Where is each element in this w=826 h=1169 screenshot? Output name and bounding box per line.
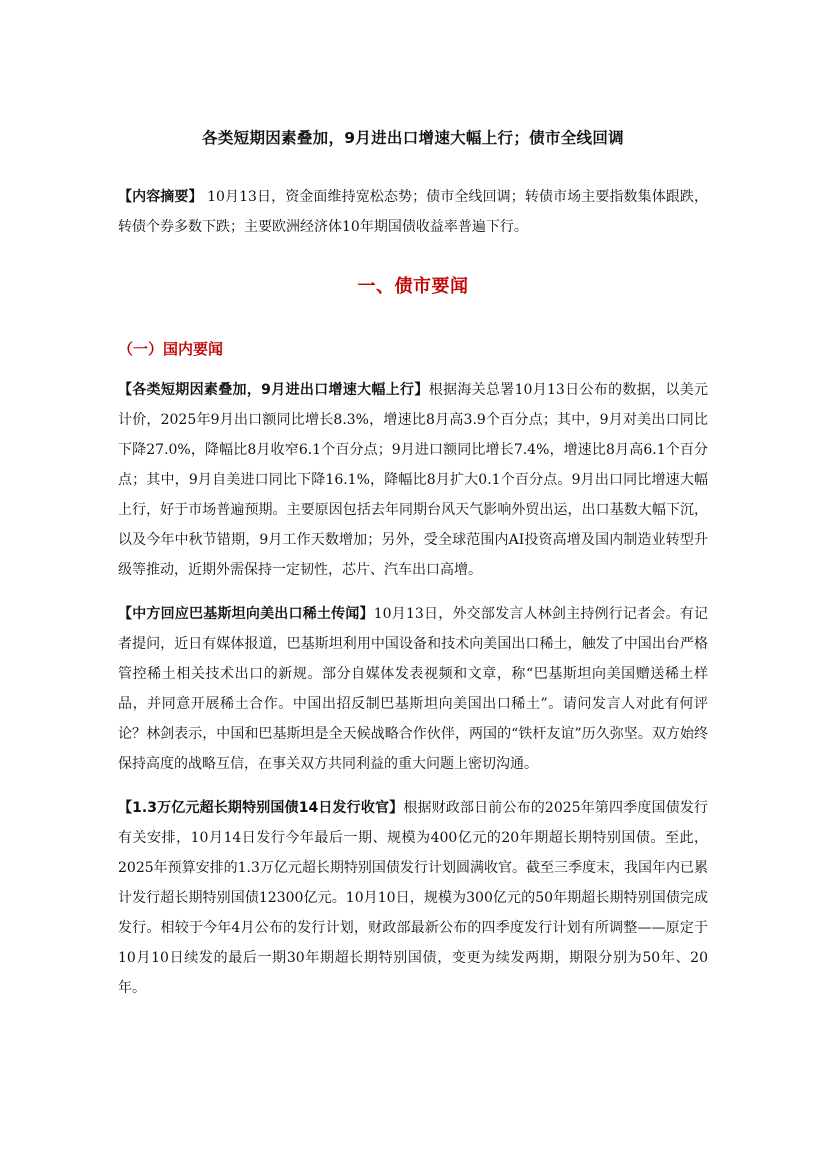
news-headline: 【各类短期因素叠加，9月进出口增速大幅上行】 [118,382,429,398]
subsection-title: （一）国内要闻 [118,340,224,358]
summary-text: 10月13日，资金面维持宽松态势；债市全线回调；转债市场主要指数集体跟跌，转债个券多数下跌；主要欧洲经济体10年期国债收益率普遍下行。 [118,189,709,235]
content-summary [118,182,708,242]
news-headline: 【1.3万亿元超长期特别国债14日发行收官】 [118,800,404,816]
news-headline: 【中方回应巴基斯坦向美出口稀土传闻】 [118,606,374,622]
news-item-trade [118,375,708,585]
news-item-special-bonds [118,793,708,1003]
document-title: 各类短期因素叠加，9月进出口增速大幅上行；债市全线回调 [202,129,624,147]
news-body: 根据财政部日前公布的2025年第四季度国债发行有关安排，10月14日发行今年最后一期、规模为400亿元的20年期超长期特别国债。至此，2025年预算安排的1.3万亿元超长期特别国债发行计划圆满收官。截至三季度末，我国年内已累计发行超长期特别国债12300亿元。10月10日，规模为300亿元的50年期超长期特别国债完成发行。相较于今年4月公布的发行计划，财政部最新公布的四季度发行计划有所调整——原定于10月10日续发的最后一期30年期超长期特别国债，变更为续发两期，期限分别为50年、20年。 [118,800,708,996]
section-title: 一、债市要闻 [357,276,469,297]
news-body: 10月13日，外交部发言人林剑主持例行记者会。有记者提问，近日有媒体报道，巴基斯坦利用中国设备和技术向美国出口稀土，触发了中国出台严格管控稀土相关技术出口的新规。部分自媒体发表视频和文章，称“巴基斯坦向美国赠送稀土样品，并同意开展稀土合作。中国出招反制巴基斯坦向美国出口稀土”。请问发言人对此有何评论？林剑表示，中国和巴基斯坦是全天候战略合作伙伴，两国的“铁杆友谊”历久弥坚。双方始终保持高度的战略互信，在事关双方共同利益的重大问题上密切沟通。 [118,606,708,772]
summary-label: 【内容摘要】 [118,189,203,205]
news-item-rare-earth [118,599,708,779]
news-body: 根据海关总署10月13日公布的数据，以美元计价，2025年9月出口额同比增长8.3%，增速比8月高3.9个百分点；其中，9月对美出口同比下降27.0%，降幅比8月收窄6.1个百分点；9月进口额同比增长7.4%，增速比8月高6.1个百分点；其中，9月自美进口同比下降16.1%，降幅比8月扩大0.1个百分点。9月出口同比增速大幅上行，好于市场普遍预期。主要原因包括去年同期台风天气影响外贸出运，出口基数大幅下沉，以及今年中秋节错期，9月工作天数增加；另外，受全球范围内AI投资高增及国内制造业转型升级等推动，近期外需保持一定韧性，芯片、汽车出口高增。 [118,382,708,578]
